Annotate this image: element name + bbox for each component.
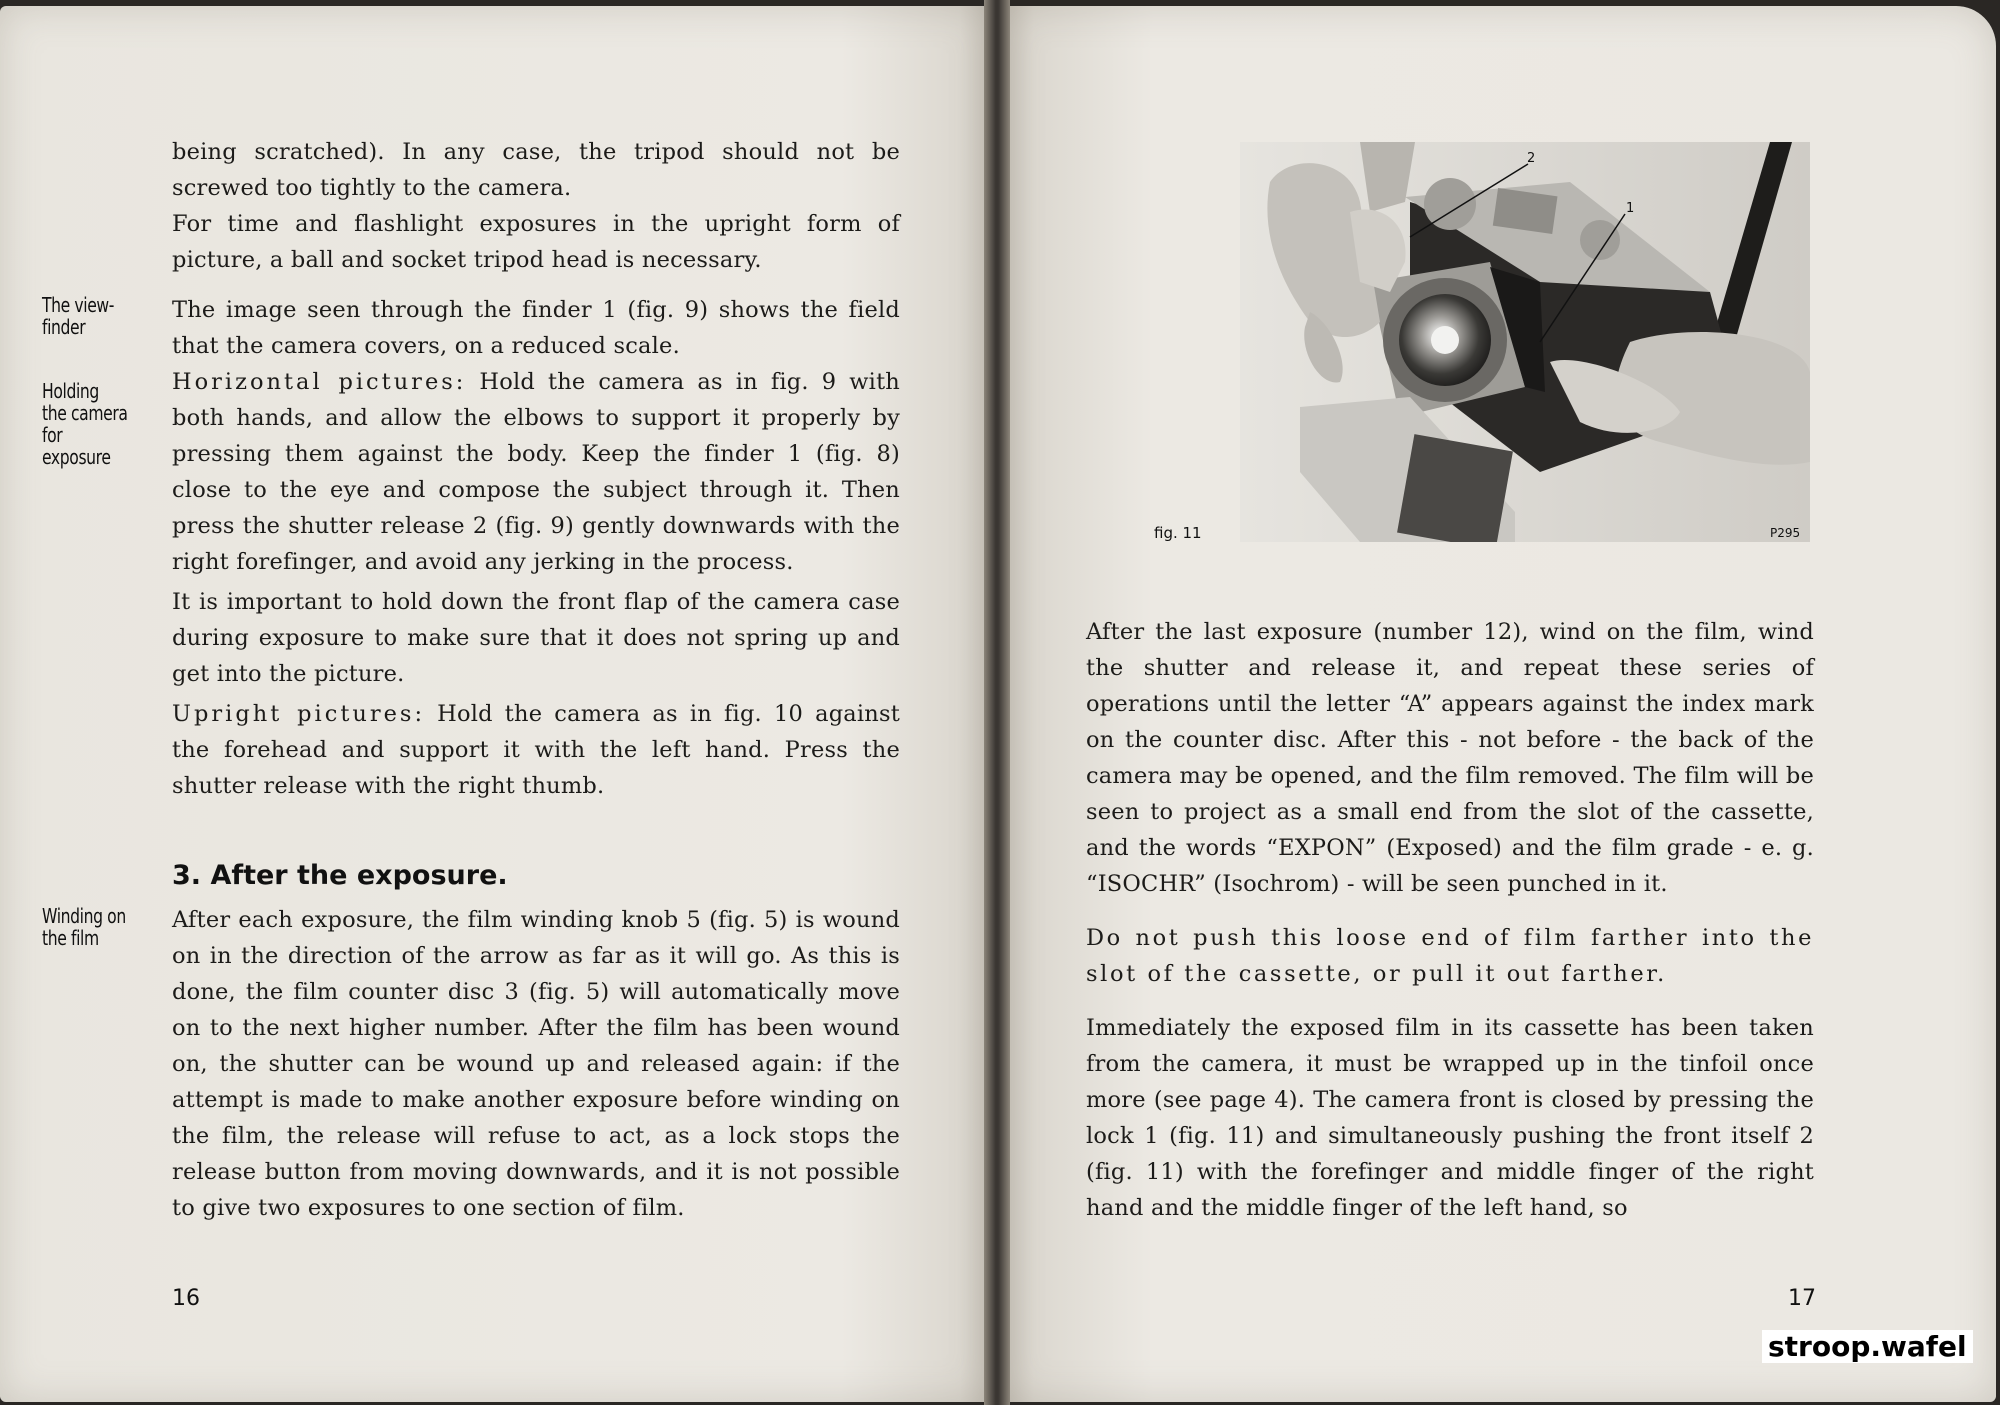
paragraph-upright [172,696,900,804]
horizontal-text: Hold the camera as in fig. 9 with both hands, and allow the elbows to support it properly by pressing them against the body. Keep the finder 1 (fig. 8) close to the eye and compose the subject through it. Then press the shutter release 2 (fig. 9) gently downwards with the right forefinger, and avoid any jerking in the process. [172,369,900,575]
paragraph-flashlight: For time and flashlight exposures in the upright form of picture, a ball and socket tripod head is necessary. [172,211,900,273]
section-heading: 3. After the exposure. [172,860,508,891]
paragraph-flap: It is important to hold down the front flap of the camera case during exposure to make sure that it does not spring up and get into the picture. [172,589,900,687]
page-number-left: 16 [172,1286,200,1311]
paragraph-winding: After each exposure, the film winding knob 5 (fig. 5) is wound on in the direction of the arrow as far as it will go. As this is done, the film counter disc 3 (fig. 5) will automatically move on to the next higher number. After the film has been wound on, the shutter can be wound up and released again: if the attempt is made to make another exposure before winding on the film, the release will refuse to act, as a lock stops the release button from moving downwards, and it is not possible to give two exposures to one section of film. [172,907,900,1221]
paragraph-last-exposure: After the last exposure (number 12), wind on the film, wind the shutter and release it, and repeat these series of operations until the letter “A” appears against the index mark on the counter disc. After this - not before - the back of the camera may be opened, and the film removed. The film will be seen to project as a small end from the slot of the cassette, and the words “EXPON” (Exposed) and the film grade - e. g. “ISOCHR” (Isochrom) - will be seen punched in it. [1086,619,1814,897]
margin-note-holding: Holding the camera for exposure [42,379,128,469]
paragraph-finder: The image seen through the finder 1 (fig. 9) shows the field that the camera covers, on a reduced scale. [172,297,900,359]
page-number-right: 17 [1788,1286,1816,1311]
camera-photo [1240,142,1810,542]
figure-label-2: 2 [1527,151,1536,166]
paragraph-loose-end: Do not push this loose end of film farther into the slot of the cassette, or pull it out farther. [1086,925,1814,987]
book-gutter [984,0,1010,1405]
left-page-text-middle [172,292,900,804]
right-page-text [1086,614,1814,1226]
left-page-text-top [172,134,900,278]
watermark-text: stroop.wafel [1762,1330,1973,1363]
margin-note-viewfinder: The view-finder [42,293,115,339]
left-page-text-bottom [172,902,900,1226]
paragraph-tinfoil: Immediately the exposed film in its cassette has been taken from the camera, it must be wrapped up in the tinfoil once more (see page 4). The camera front is closed by pressing the lock 1 (fig. 11) and simultaneously pushing the front itself 2 (fig. 11) with the forefinger and middle finger of the right hand and the middle finger of the left hand, so [1086,1015,1814,1221]
figure-label-1: 1 [1626,201,1635,216]
paragraph-tripod: being scratched). In any case, the tripod should not be screwed too tightly to the camera. [172,139,900,201]
figure-caption: fig. 11 [1154,524,1202,542]
upright-label: Upright pictures: [172,701,426,727]
horizontal-label: Horizontal pictures: [172,369,467,395]
upright-text: Hold the camera as in fig. 10 against the forehead and support it with the left hand. Press the shutter release with the right thumb. [172,701,900,799]
figure-code: P295 [1770,526,1801,540]
margin-note-winding: Winding on the film [42,904,126,950]
paragraph-horizontal [172,364,900,580]
